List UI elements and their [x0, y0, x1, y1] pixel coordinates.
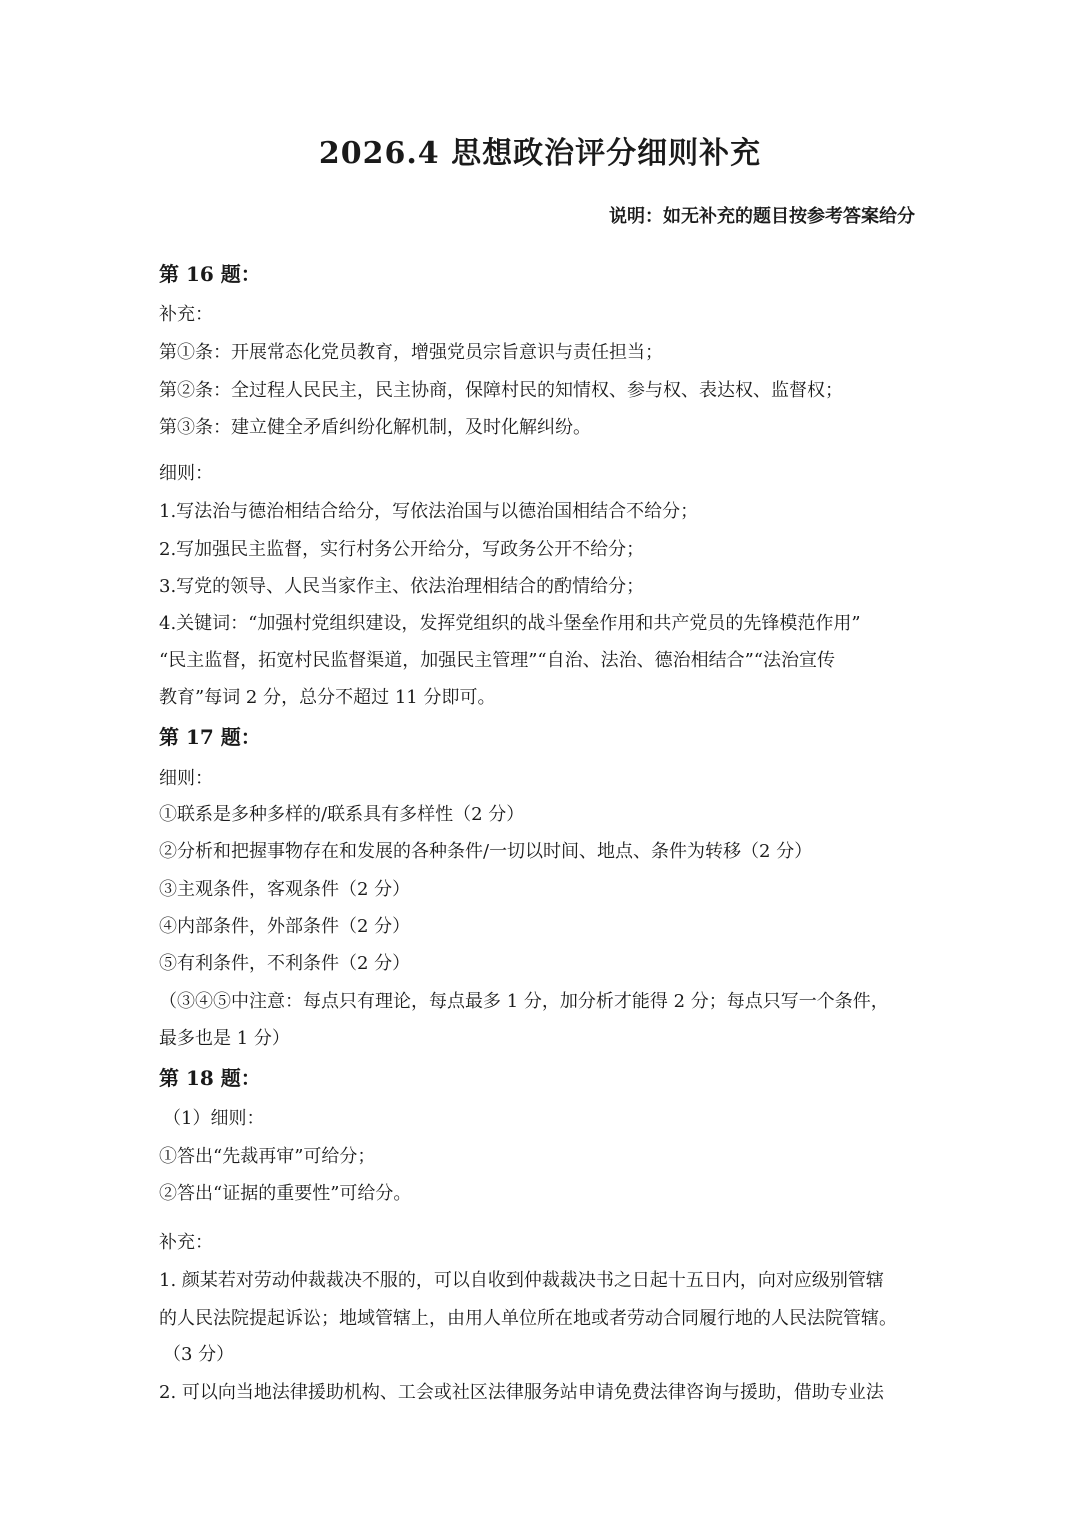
- q18-sub-label: （1）细则：: [163, 1108, 265, 1129]
- q16-supplement-item: 第①条：开展常态化党员教育，增强党员宗旨意识与责任担当；: [159, 342, 663, 363]
- q17-rule: ①联系是多种多样的/联系具有多样性（2 分）: [159, 804, 525, 825]
- q18-supplement-item: 1. 颜某若对劳动仲裁裁决不服的，可以自收到仲裁裁决书之日起十五日内，向对应级别管辖: [159, 1270, 884, 1291]
- q16-supplement-item: 第③条：建立健全矛盾纠纷化解机制，及时化解纠纷。: [159, 417, 591, 438]
- q18-heading: 第 18 题：: [159, 1066, 261, 1090]
- q18-supplement-label: 补充：: [159, 1232, 213, 1253]
- document-title: 2026.4 思想政治评分细则补充: [318, 136, 762, 171]
- q17-heading: 第 17 题：: [159, 725, 261, 749]
- q18-rule: ①答出“先裁再审”可给分；: [159, 1146, 376, 1167]
- q17-rule: ③主观条件，客观条件（2 分）: [159, 879, 411, 900]
- q16-rule: 3.写党的领导、人民当家作主、依法治理相结合的酌情给分；: [159, 576, 645, 597]
- q18-rule: ②答出“证据的重要性”可给分。: [159, 1183, 412, 1204]
- q17-rule: ⑤有利条件，不利条件（2 分）: [159, 953, 411, 974]
- q16-rule: 1.写法治与德治相结合给分，写依法治国与以德治国相结合不给分；: [159, 501, 699, 522]
- scoring-note: 说明：如无补充的题目按参考答案给分: [609, 206, 915, 227]
- q18-supplement-item: 2. 可以向当地法律援助机构、工会或社区法律服务站申请免费法律咨询与援助，借助专业法: [159, 1382, 884, 1403]
- q16-supplement-label: 补充：: [159, 304, 213, 325]
- q16-rule: 教育”每词 2 分，总分不超过 11 分即可。: [159, 687, 496, 708]
- q17-rules-label: 细则：: [159, 768, 213, 789]
- q18-supplement-item: （3 分）: [163, 1344, 235, 1365]
- q16-rules-label: 细则：: [159, 463, 213, 484]
- q17-rule: 最多也是 1 分）: [159, 1028, 290, 1049]
- q16-rule: 2.写加强民主监督，实行村务公开给分，写政务公开不给分；: [159, 539, 645, 560]
- q18-supplement-item: 的人民法院提起诉讼；地域管辖上，由用人单位所在地或者劳动合同履行地的人民法院管辖。: [159, 1308, 897, 1329]
- q17-rule: （③④⑤中注意：每点只有理论，每点最多 1 分，加分析才能得 2 分；每点只写一个条件，: [159, 991, 889, 1012]
- q16-rule: 4.关键词：“加强村党组织建设，发挥党组织的战斗堡垒作用和共产党员的先锋模范作用”: [159, 613, 861, 634]
- q16-supplement-item: 第②条：全过程人民民主，民主协商，保障村民的知情权、参与权、表达权、监督权；: [159, 380, 843, 401]
- q16-rule: “民主监督，拓宽村民监督渠道，加强民主管理”“自治、法治、德治相结合”“法治宣传: [159, 650, 836, 671]
- q17-rule: ④内部条件，外部条件（2 分）: [159, 916, 411, 937]
- q17-rule: ②分析和把握事物存在和发展的各种条件/一切以时间、地点、条件为转移（2 分）: [159, 841, 813, 862]
- q16-heading: 第 16 题：: [159, 262, 261, 286]
